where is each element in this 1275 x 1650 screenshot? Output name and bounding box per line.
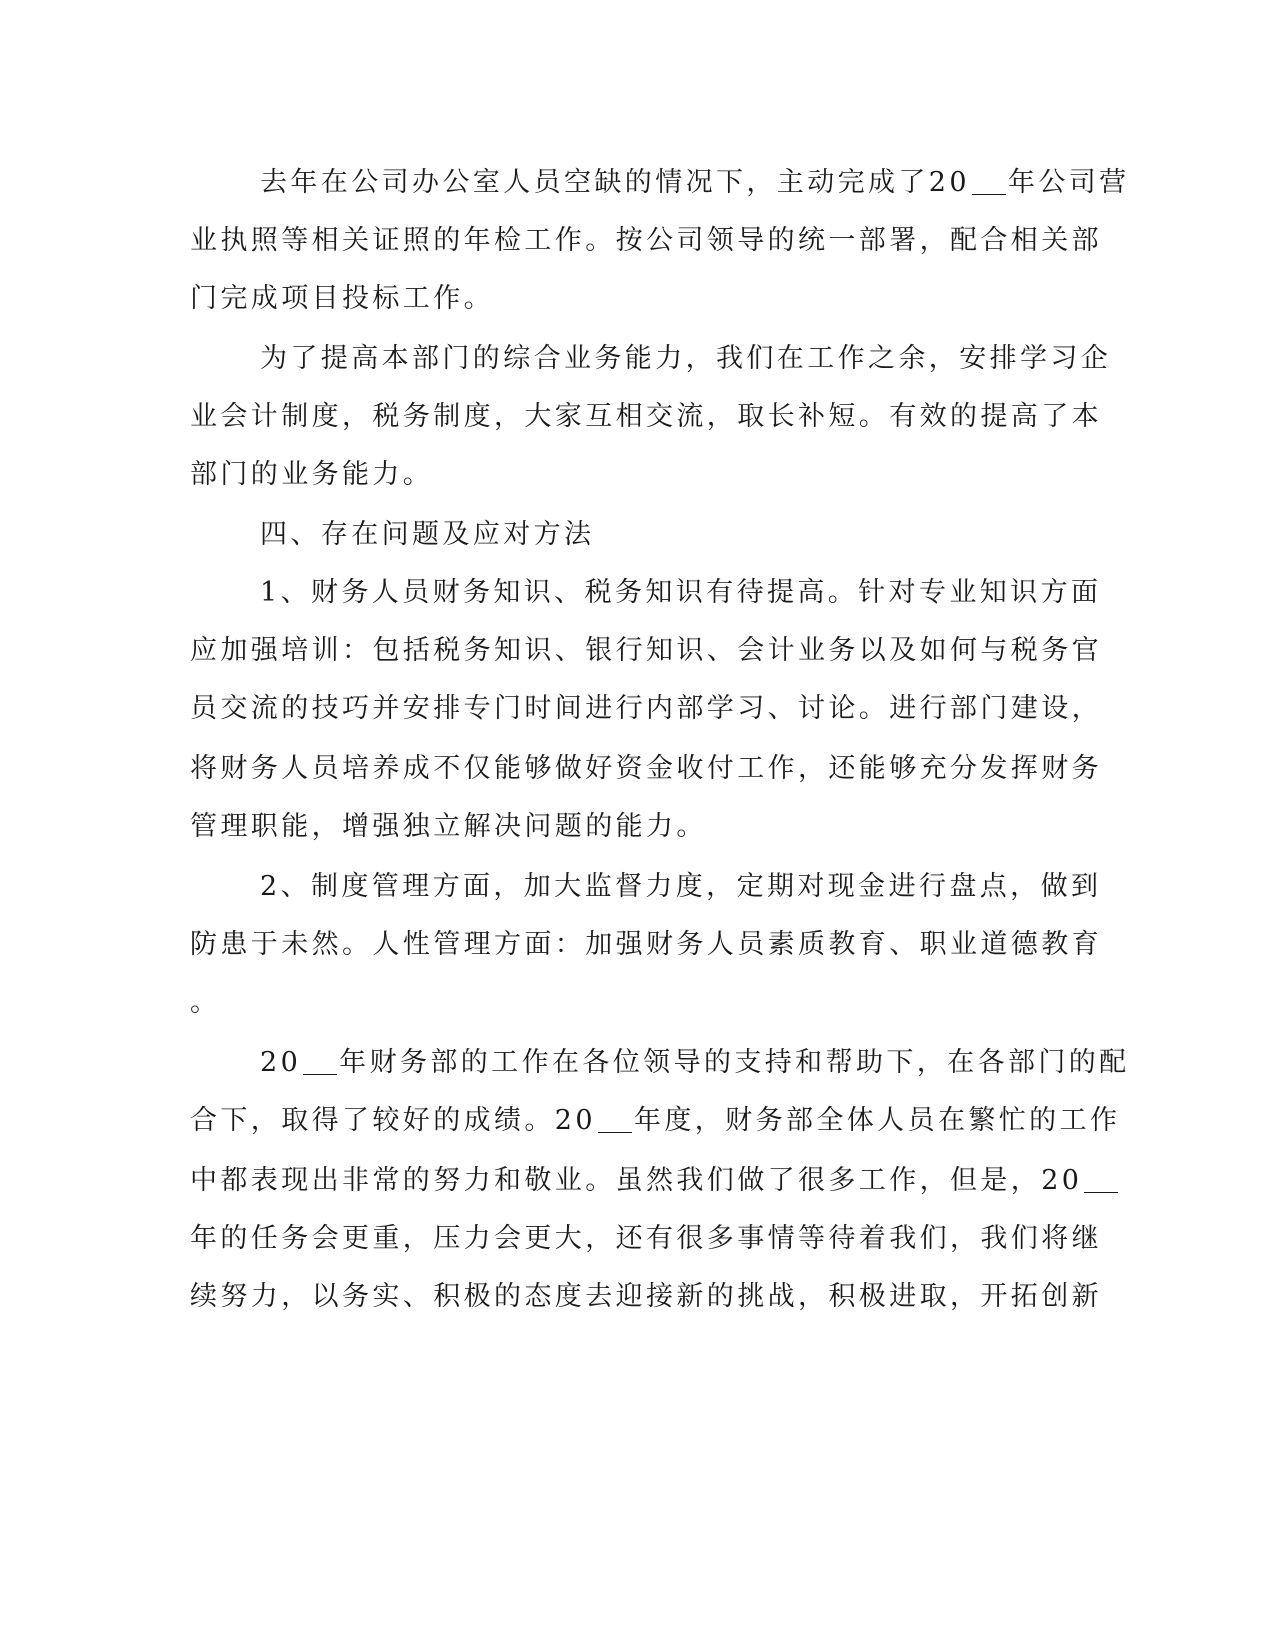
closing-line-3	[190, 1164, 1120, 1198]
blank-underline	[303, 1048, 337, 1075]
blank-underline	[598, 1106, 632, 1133]
item-1-line-2: 应加强培训：包括税务知识、银行知识、会计业务以及如何与税务官	[190, 635, 1102, 666]
item-1-line-1: 1、财务人员财务知识、税务知识有待提高。针对专业知识方面	[260, 577, 1102, 608]
paragraph-2-line-2: 业会计制度，税务制度，大家互相交流，取长补短。有效的提高了本	[190, 401, 1102, 432]
item-1-line-3: 员交流的技巧并安排专门时间进行内部学习、讨论。进行部门建设，	[190, 693, 1102, 724]
closing-line-2	[190, 1104, 1120, 1138]
text-segment: 合下，取得了较好的成绩。20	[190, 1105, 596, 1136]
closing-line-1	[260, 1046, 1130, 1080]
text-segment: 去年在公司办公室人员空缺的情况下，主动完成了20	[260, 167, 970, 198]
paragraph-1-line-2: 业执照等相关证照的年检工作。按公司领导的统一部署，配合相关部	[190, 225, 1102, 256]
paragraph-1-line-1	[260, 166, 1130, 200]
paragraph-2-line-1: 为了提高本部门的综合业务能力，我们在工作之余，安排学习企	[260, 343, 1112, 374]
item-2-line-3: 。	[190, 987, 221, 1018]
item-2-line-1: 2、制度管理方面，加大监督力度，定期对现金进行盘点，做到	[260, 871, 1102, 902]
item-1-line-4: 将财务人员培养成不仅能够做好资金收付工作，还能够充分发挥财务	[190, 753, 1102, 784]
section-heading: 四、存在问题及应对方法	[260, 519, 595, 550]
item-2-line-2: 防患于未然。人性管理方面：加强财务人员素质教育、职业道德教育	[190, 929, 1102, 960]
text-segment: 年财务部的工作在各位领导的支持和帮助下，在各部门的配	[339, 1047, 1130, 1078]
closing-line-4: 年的任务会更重，压力会更大，还有很多事情等待着我们，我们将继	[190, 1223, 1102, 1254]
paragraph-2-line-3: 部门的业务能力。	[190, 459, 434, 490]
text-segment: 年度，财务部全体人员在繁忙的工作	[633, 1105, 1121, 1136]
text-segment: 20	[260, 1047, 302, 1078]
blank-underline	[1084, 1166, 1118, 1193]
item-1-line-5: 管理职能，增强独立解决问题的能力。	[190, 811, 707, 842]
text-segment: 中都表现出非常的努力和敬业。虽然我们做了很多工作，但是，20	[190, 1165, 1083, 1196]
paragraph-1-line-3: 门完成项目投标工作。	[190, 283, 494, 314]
text-segment: 年公司营	[1007, 167, 1130, 198]
closing-line-5: 续努力，以务实、积极的态度去迎接新的挑战，积极进取，开拓创新	[190, 1281, 1102, 1312]
blank-underline	[972, 168, 1006, 195]
